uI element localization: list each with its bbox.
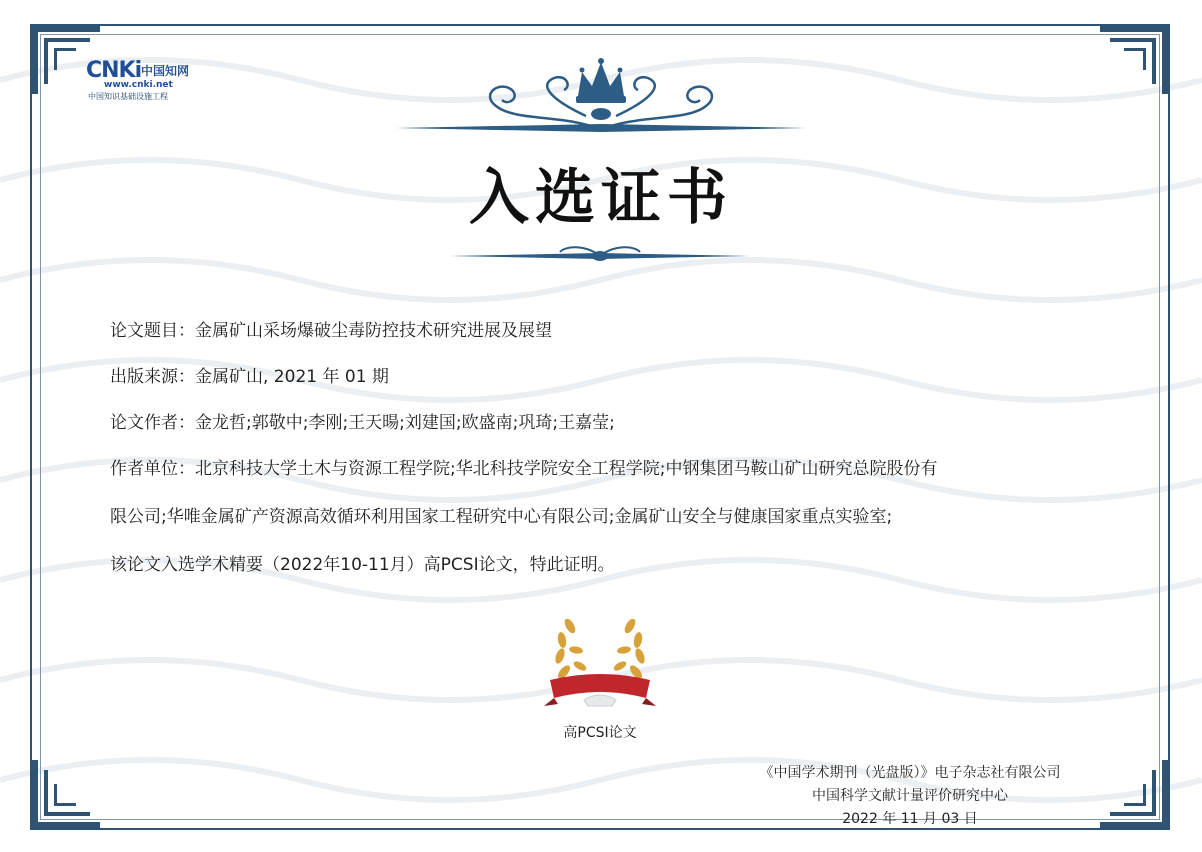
cnki-logo (86, 58, 206, 102)
certificate-statement: 该论文入选学术精要（2022年10-11月）高PCSI论文，特此证明。 (110, 555, 615, 575)
corner-ornament-icon (1090, 24, 1170, 104)
field-label: 论文题目： (110, 321, 195, 341)
issue-date: 2022 年 11 月 03 日 (842, 811, 978, 827)
field-value: 北京科技大学土木与资源工程学院;华北科技学院安全工程学院;中钢集团马鞍山矿山研究总院股份有 (195, 459, 938, 479)
issuer-block (700, 762, 1120, 831)
field-affiliations (110, 446, 1100, 494)
field-authors (110, 400, 1100, 446)
field-label: 作者单位： (110, 459, 195, 479)
certificate-title: 入选证书 (469, 163, 733, 233)
title-divider-ornament (450, 240, 750, 270)
crown-ornament-icon (396, 56, 806, 136)
logo-name: 中国知网 (141, 64, 190, 78)
logo-url: www.cnki.net (104, 80, 173, 90)
field-paper-title (110, 308, 1100, 354)
badge-label: 高PCSI论文 (563, 725, 637, 741)
field-publication-source (110, 354, 1100, 400)
certificate-body (110, 308, 1100, 588)
issuer-center: 中国科学文献计量评价研究中心 (812, 788, 1008, 804)
corner-ornament-icon (30, 750, 110, 830)
field-value: 金龙哲;郭敬中;李刚;王天暘;刘建国;欧盛南;巩琦;王嘉莹; (195, 413, 615, 433)
field-label: 出版来源： (110, 367, 195, 387)
logo-subtitle: 中国知识基础设施工程 (88, 92, 168, 101)
field-value: 金属矿山采场爆破尘毒防控技术研究进展及展望 (195, 321, 552, 341)
issuer-name: 《中国学术期刊（光盘版）》电子杂志社有限公司 (759, 765, 1061, 781)
laurel-badge-icon (540, 606, 660, 716)
field-value: 金属矿山, 2021 年 01 期 (195, 367, 389, 387)
logo-mark: CNKi (86, 58, 142, 83)
field-label: 论文作者： (110, 413, 195, 433)
field-affiliations-continued: 限公司;华唯金属矿产资源高效循环利用国家工程研究中心有限公司;金属矿山安全与健康国家重点实验室; (110, 507, 893, 527)
